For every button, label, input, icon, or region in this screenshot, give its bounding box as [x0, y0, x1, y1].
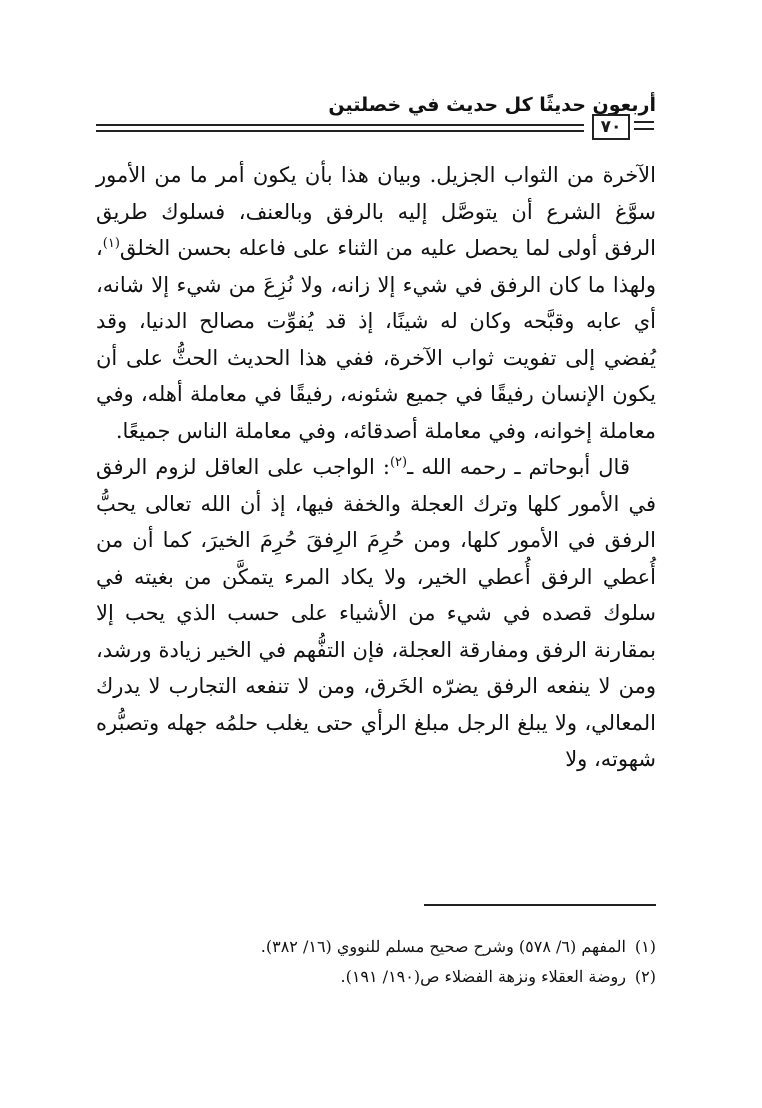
header-rule-top [96, 124, 584, 126]
paragraph-2 [96, 449, 656, 778]
footnote-separator [424, 904, 656, 906]
paragraph-2-text-a: قال أبوحاتم ـ رحمه الله ـ [407, 455, 630, 479]
paragraph-1 [96, 157, 656, 449]
footnote-number: (٢) [634, 967, 656, 986]
header-rule-bottom [96, 130, 584, 132]
body-text [96, 157, 656, 778]
running-header [96, 88, 656, 148]
footnote-2 [96, 962, 656, 992]
footnote-ref-2: (٢) [389, 455, 408, 470]
footnote-text: روضة العقلاء ونزهة الفضلاء ص(١٩٠/ ١٩١). [340, 967, 626, 986]
footnote-text: المفهم (٦/ ٥٧٨) وشرح صحيح مسلم للنووي (١٦/ ٣٨٢). [260, 937, 626, 956]
header-dash-bottom [634, 128, 654, 130]
paragraph-2-text-b: : الواجب على العاقل لزوم الرفق في الأمور كلها وترك العجلة والخفة فيها، إذ أن الله تعالى يحبُّ الرفق في الأمور كلها، ومن حُرِمَ الرِفقَ حُرِمَ الخيرَ، كما أن من أُعطي الرفق أُعطي الخير، ولا يكاد المرء يتمكَّن من بغيته في سلوك قصده في شيء من الأشياء على حسب الذي يحب إلا بمقارنة الرفق ومفارقة العجلة، فإن التفُّهم في الخير زيادة ورشد، ومن لا ينفعه الرفق يضرّه الخَرق، ومن لا تنفعه التجارب لا يدرك المعالي، ولا يبلغ الرجل مبلغ الرأي حتى يغلب حلمُه جهله وتصبُّره شهوته، ولا [96, 455, 656, 771]
header-dash-top [634, 121, 654, 123]
footnote-ref-1: (١) [102, 236, 120, 251]
paragraph-1-text-b: ، ولهذا ما كان الرفق في شيء إلا زانه، ولا نُزِعَ من شيء إلا شانه، أي عابه وقبَّحه وكان له شينًا، إذ قد يُفوِّت مصالح الدنيا، وقد يُفضي إلى تفويت ثواب الآخرة، ففي هذا الحديث الحثُّ على أن يكون الإنسان رفيقًا في جميع شئونه، رفيقًا في معاملة أهله، وفي معاملة إخوانه، وفي معاملة أصدقائه، وفي معاملة الناس جميعًا. [96, 236, 656, 443]
paragraph-1-text-a: الآخرة من الثواب الجزيل. وبيان هذا بأن يكون أمر ما من الأمور سوَّغ الشرع أن يتوصَّل إليه بالرفق وبالعنف، فسلوك طريق الرفق أولى لما يحصل عليه من الثناء على فاعله بحسن الخلق [96, 163, 656, 260]
footnote-1 [96, 932, 656, 962]
footnotes [96, 932, 656, 992]
header-title: أربعون حديثًا كل حديث في خصلتين [328, 94, 656, 116]
page-number: ٧٠ [592, 114, 630, 140]
footnote-number: (١) [634, 937, 656, 956]
